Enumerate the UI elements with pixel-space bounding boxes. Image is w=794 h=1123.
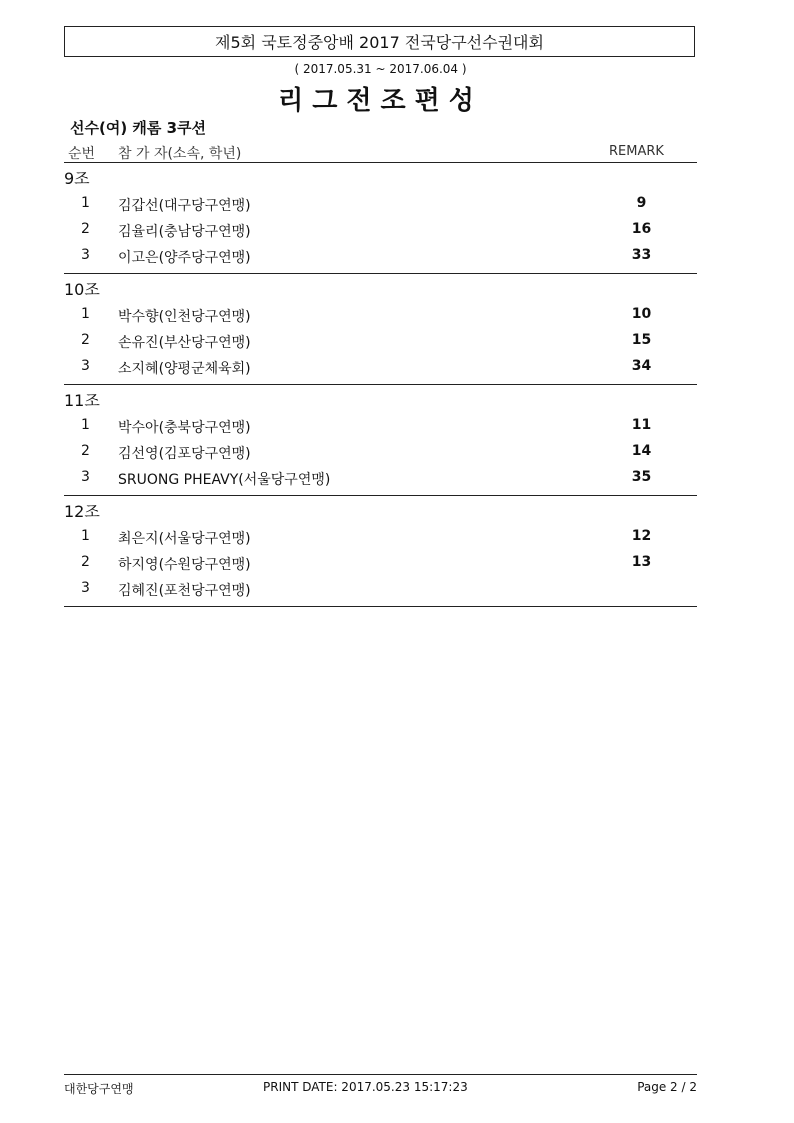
row-participant: 김선영(김포당구연맹): [118, 446, 251, 462]
row-remark: 15: [631, 332, 652, 348]
group-10: [64, 274, 697, 385]
group-list: [64, 163, 697, 607]
row-participant: 이고은(양주당구연맹): [118, 250, 251, 266]
footer-print-date: PRINT DATE: 2017.05.23 15:17:23: [263, 1080, 468, 1094]
page-footer: [64, 1074, 697, 1099]
row-no: 1: [81, 195, 90, 211]
row-no: 3: [81, 358, 90, 374]
row-participant: 소지혜(양평군체육회): [118, 361, 251, 377]
tournament-title: 제5회 국토정중앙배 2017 전국당구선수권대회: [64, 26, 695, 57]
page-title: 리그전조편성: [278, 86, 483, 116]
table-row: [64, 465, 697, 491]
row-participant: 김갑선(대구당구연맹): [118, 198, 251, 214]
row-participant: 김혜진(포천당구연맹): [118, 583, 251, 599]
group-title: 12조: [64, 502, 100, 521]
group-12: [64, 496, 697, 607]
row-remark: 9: [636, 195, 647, 211]
row-no: 1: [81, 306, 90, 322]
table-row: [64, 302, 697, 328]
row-no: 1: [81, 417, 90, 433]
table-row: [64, 439, 697, 465]
division-label: 선수(여) 캐롬 3쿠션: [70, 119, 207, 137]
row-no: 3: [81, 469, 90, 485]
row-remark: 33: [631, 247, 652, 263]
table-row: [64, 524, 697, 550]
row-remark: 13: [631, 554, 652, 570]
group-title: 9조: [64, 169, 90, 188]
row-remark: 35: [631, 469, 652, 485]
date-range: ( 2017.05.31 ~ 2017.06.04 ): [294, 62, 467, 76]
table-row: [64, 243, 697, 269]
row-no: 2: [81, 221, 90, 237]
row-no: 2: [81, 554, 90, 570]
table-row: [64, 354, 697, 380]
table-row: [64, 217, 697, 243]
row-participant: 최은지(서울당구연맹): [118, 531, 251, 547]
row-remark: 16: [631, 221, 652, 237]
row-participant: 하지영(수원당구연맹): [118, 557, 251, 573]
group-9: [64, 163, 697, 274]
table-row: [64, 413, 697, 439]
row-no: 3: [81, 247, 90, 263]
row-participant: 박수향(인천당구연맹): [118, 309, 251, 325]
row-no: 2: [81, 332, 90, 348]
group-title: 10조: [64, 280, 100, 299]
footer-organization: 대한당구연맹: [64, 1082, 134, 1096]
column-header-remark: REMARK: [609, 144, 664, 159]
row-no: 3: [81, 580, 90, 596]
row-remark: 11: [631, 417, 652, 433]
table-row: [64, 576, 697, 602]
row-no: 1: [81, 528, 90, 544]
table-row: [64, 328, 697, 354]
row-participant: 손유진(부산당구연맹): [118, 335, 251, 351]
group-11: [64, 385, 697, 496]
row-remark: 10: [631, 306, 652, 322]
column-header-participant: 참 가 자(소속, 학년): [118, 146, 242, 162]
row-remark: 14: [631, 443, 652, 459]
footer-page-number: Page 2 / 2: [637, 1080, 697, 1094]
row-participant: 김율리(충남당구연맹): [118, 224, 251, 240]
table-row: [64, 191, 697, 217]
row-participant: 박수아(충북당구연맹): [118, 420, 251, 436]
row-no: 2: [81, 443, 90, 459]
group-title: 11조: [64, 391, 100, 410]
row-remark: 34: [631, 358, 652, 374]
row-participant: SRUONG PHEAVY(서울당구연맹): [118, 472, 331, 488]
column-header-no: 순번: [68, 146, 96, 162]
column-header: [64, 142, 697, 163]
row-remark: 12: [631, 528, 652, 544]
table-row: [64, 550, 697, 576]
